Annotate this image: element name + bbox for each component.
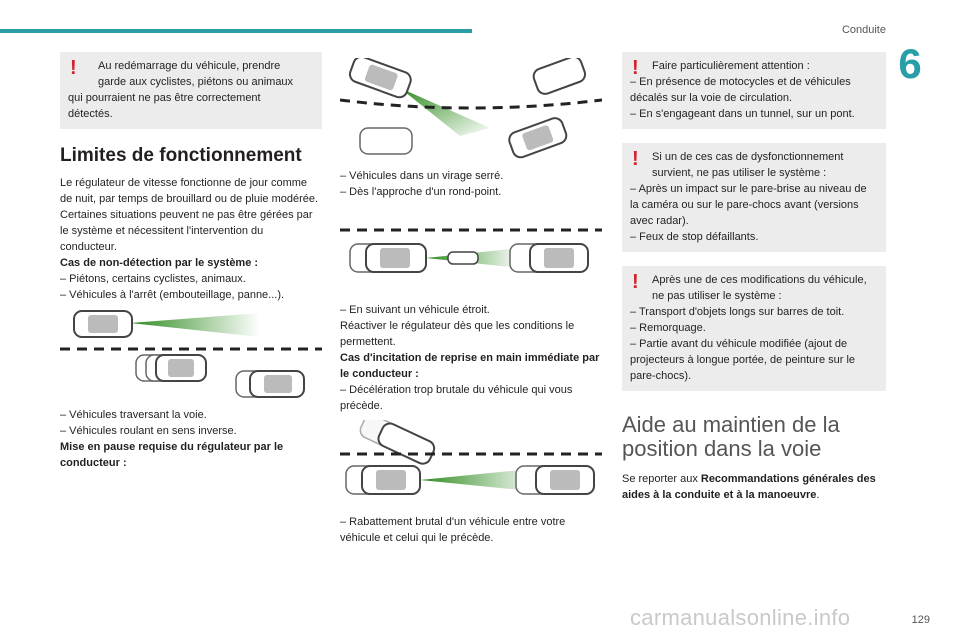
cross-reference: Recommandations générales des aides à la conduite et à la manoeuvre: [622, 473, 876, 501]
paragraph: Certaines situations peuvent ne pas être gérées par le système et nécessitent l'intervention du conducteur.: [60, 209, 313, 253]
subheading: Cas d'incitation de reprise en main immédiate par le conducteur :: [340, 352, 600, 380]
narrow-vehicle-illustration: [340, 224, 602, 292]
list-item: – En suivant un véhicule étroit.: [340, 304, 490, 316]
cut-in-illustration: [340, 420, 602, 504]
subheading: Cas de non-détection par le système :: [60, 257, 259, 269]
warning-box: ! Si un de ces cas de dysfonctionnement survient, ne pas utiliser le système : – Après un impact sur le pare-brise au niveau de la caméra ou sur le pare-chocs avant (versions avec radar). – Feux de stop défaillants.: [622, 143, 886, 252]
radar-beam: [130, 313, 260, 337]
list-item: – Dès l'approche d'un rond-point.: [340, 186, 502, 198]
car-icon: [516, 466, 594, 494]
column-3: [622, 52, 886, 503]
subheading: Mise en pause requise du régulateur par le conducteur :: [60, 441, 284, 469]
header-accent-bar: [0, 29, 472, 33]
list-item: – Décélération trop brutale du véhicule qui vous précède.: [340, 384, 573, 412]
warning-box: ! Faire particulièrement attention : – En présence de motocycles et de véhicules décalés sur la voie de circulation. – En s'engageant dans un tunnel, sur un pont.: [622, 52, 886, 129]
crossing-vehicle-illustration: [60, 309, 322, 401]
column-2: [340, 58, 602, 546]
column-1: [60, 52, 322, 471]
paragraph: Le régulateur de vitesse fonctionne de jour comme de nuit, par temps de brouillard ou de pluie modérée.: [60, 177, 319, 205]
radar-beam: [400, 88, 490, 136]
car-icon: [358, 420, 437, 466]
curve-illustration: [340, 58, 602, 162]
page-number: 129: [911, 614, 930, 626]
list-item: – Véhicules dans un virage serré.: [340, 170, 504, 182]
list-item: – Rabattement brutal d'un véhicule entre votre véhicule et celui qui le précède.: [340, 516, 566, 544]
car-icon: [510, 244, 588, 272]
watermark: carmanualsonline.info: [630, 605, 851, 630]
list-item: – Véhicules roulant en sens inverse.: [60, 425, 237, 437]
paragraph: Réactiver le régulateur dès que les conditions le permettent.: [340, 320, 575, 348]
list-item: – Véhicules à l'arrêt (embouteillage, panne...).: [60, 289, 285, 301]
car-icon: [136, 355, 206, 381]
motorcycle-icon: [448, 252, 478, 264]
section-title: Conduite: [841, 24, 886, 36]
list-item: – Véhicules traversant la voie.: [60, 409, 207, 421]
car-icon: [531, 58, 587, 96]
car-icon: [236, 371, 304, 397]
warning-box: ! Au redémarrage du véhicule, prendre garde aux cyclistes, piétons ou animaux qui pourraient ne pas être correctement détectés.: [60, 52, 322, 129]
paragraph: Se reporter aux Recommandations générales des aides à la conduite et à la manoeuvre.: [622, 473, 876, 501]
chapter-number: 6: [898, 40, 922, 87]
car-icon: [74, 311, 132, 337]
warning-icon: !: [632, 148, 639, 170]
section-heading: Limites de fonctionnement: [60, 145, 302, 166]
section-heading: Aide au maintien de la position dans la voie: [622, 412, 840, 461]
warning-icon: !: [632, 57, 639, 79]
warning-box: ! Après une de ces modifications du véhicule, ne pas utiliser le système : – Transport d'objets longs sur barres de toit. – Remorquage. – Partie avant du véhicule modifiée (ajout de projecteurs à longue portée, de peinture sur le pare-chocs).: [622, 266, 886, 391]
warning-icon: !: [70, 57, 77, 79]
car-icon: [350, 244, 426, 272]
list-item: – Piétons, certains cyclistes, animaux.: [60, 273, 246, 285]
car-icon: [348, 58, 413, 100]
car-icon: [507, 116, 569, 160]
car-icon: [360, 128, 412, 154]
car-icon: [346, 466, 420, 494]
warning-icon: !: [632, 271, 639, 293]
